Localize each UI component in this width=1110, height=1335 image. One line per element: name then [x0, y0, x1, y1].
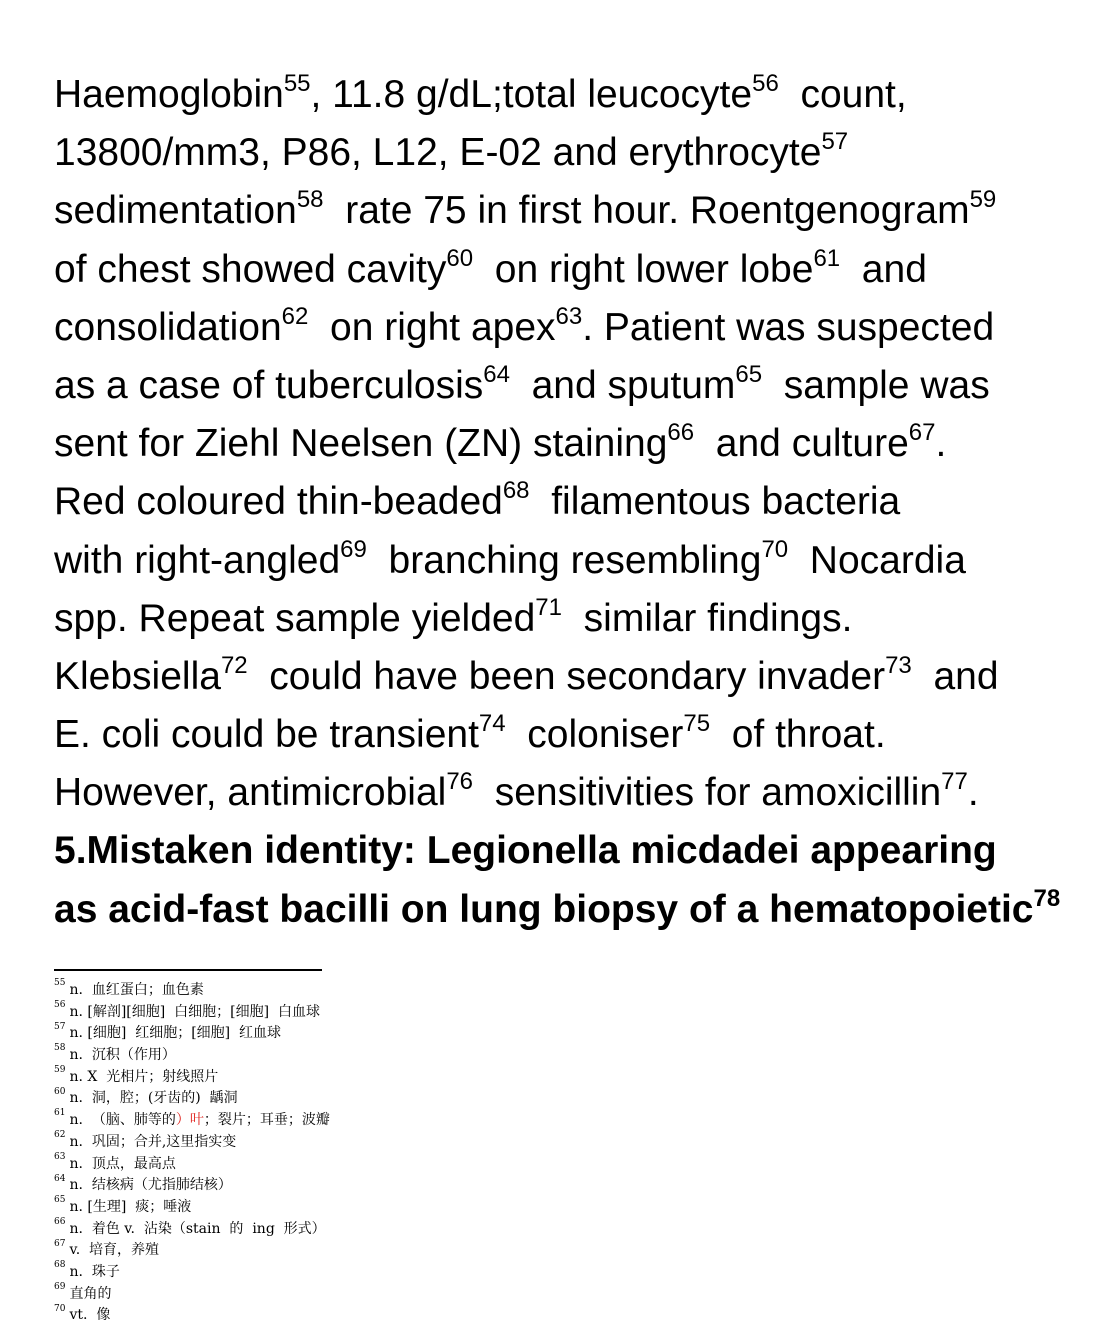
paragraph-line [54, 532, 1074, 590]
paragraph-line [54, 648, 1074, 706]
footnote [54, 1281, 1054, 1306]
text-run: on right apex [308, 305, 556, 349]
footnote-ref: 62 [281, 302, 309, 330]
text-run: as acid-fast bacilli on lung biopsy of a hematopoietic [54, 887, 1034, 931]
footnote-ref: 56 [54, 1000, 66, 1011]
footnote-ref: 75 [683, 710, 711, 738]
text-run: n. [生理] 痰；唾液 [69, 1198, 192, 1215]
paragraph-line [54, 66, 1074, 124]
paragraph-line [54, 241, 1074, 299]
highlighted-text: ）叶 [175, 1112, 204, 1129]
section-heading-line [54, 822, 1074, 880]
footnote [54, 1262, 1054, 1284]
footnote [54, 1216, 1054, 1241]
footnote-ref: 74 [478, 710, 506, 738]
footnote-ref: 68 [502, 477, 530, 505]
footnote [54, 1240, 1054, 1262]
footnote-ref: 69 [340, 535, 367, 563]
footnote-ref: 65 [735, 360, 763, 388]
paragraph-line [54, 473, 1074, 531]
text-run: with right‑angled [54, 538, 341, 582]
footnote-ref: 64 [54, 1173, 66, 1184]
footnote-ref: 76 [446, 768, 474, 796]
text-run: , 11.8 g/dL;total leucocyte [310, 73, 753, 116]
text-run: n. 顶点，最高点 [69, 1155, 176, 1172]
footnote-ref: 70 [54, 1303, 66, 1314]
text-run: and sputum [509, 363, 736, 407]
text-run: 5.Mistaken identity: Legionella micdadei appearing [54, 829, 997, 873]
footnote-ref: 55 [54, 978, 66, 989]
text-run: . Patient was suspected [582, 305, 995, 349]
paragraph-line [54, 124, 1074, 182]
text-run: similar findings. [562, 596, 853, 640]
paragraph-line [54, 415, 1074, 473]
text-run: rate 75 in first hour. Roentgenogram [323, 189, 970, 233]
text-run: sensitivities for amoxicillin [473, 771, 942, 815]
text-run: v. 培育，养殖 [69, 1242, 160, 1259]
footnote-ref: 61 [813, 244, 841, 272]
text-run: n. 血红蛋白；血色素 [69, 982, 204, 998]
footnote [54, 1002, 1054, 1024]
footnote-ref: 61 [54, 1108, 66, 1119]
text-run: Red coloured thin‑beaded [54, 480, 503, 524]
text-run: as a case of tuberculosis [54, 363, 484, 407]
footnote [54, 1067, 1054, 1089]
footnote [54, 1151, 1054, 1176]
footnote-ref: 68 [54, 1260, 66, 1271]
text-run: E. coli could be transient [54, 713, 479, 757]
text-run: on right lower lobe [473, 247, 814, 291]
footnote-ref: 73 [885, 651, 912, 679]
footnote-ref: 56 [752, 70, 779, 97]
paragraph-line [54, 357, 1074, 415]
footnote [54, 980, 1054, 1002]
paragraph-line [54, 764, 1074, 822]
text-run: and culture [694, 422, 909, 466]
text-run: Klebsiella [54, 654, 221, 698]
footnote-ref: 57 [821, 128, 849, 156]
text-run: sedimentation [54, 189, 297, 233]
text-run: n. [解剖][细胞] 白细胞；[细胞] 白血球 [69, 1003, 320, 1020]
paragraph-line [54, 706, 1074, 764]
footnote-ref: 59 [969, 186, 997, 214]
text-run: n. X 光相片；射线照片 [69, 1068, 219, 1085]
paragraph-line [54, 299, 1074, 357]
footnote [54, 1175, 1054, 1197]
text-run: sent for Ziehl Neelsen (ZN) staining [54, 422, 668, 466]
footnote-ref: 59 [54, 1065, 66, 1076]
text-run: Nocardia [788, 538, 966, 582]
footnote [54, 1088, 1054, 1110]
text-run: filamentous bacteria [529, 480, 901, 524]
footnote [54, 1305, 1054, 1327]
text-run: sample was [762, 363, 990, 407]
footnote-ref: 63 [555, 302, 583, 330]
footnote-ref: 67 [908, 419, 936, 447]
footnote-ref: 69 [54, 1281, 66, 1292]
footnote-ref: 55 [283, 70, 311, 97]
text-run: branching resembling [366, 538, 762, 582]
footnote-ref: 63 [54, 1151, 66, 1162]
text-run: n. 巩固；合并,这里指实变 [69, 1133, 237, 1150]
footnote-ref: 65 [54, 1195, 66, 1206]
text-run: . [967, 771, 979, 815]
text-run: However, antimicrobial [54, 771, 447, 815]
footnote-ref: 72 [220, 651, 248, 679]
footnote-ref: 58 [296, 186, 324, 214]
footnote-ref: 58 [54, 1043, 66, 1054]
text-run: n. （脑、肺等的 [69, 1112, 176, 1129]
text-run: and [840, 247, 927, 291]
footnotes [54, 980, 1054, 1327]
text-run: Haemoglobin [54, 73, 284, 116]
footnote-ref: 70 [761, 535, 789, 563]
footnote [54, 1023, 1054, 1045]
footnote-ref: 78 [1033, 884, 1061, 912]
text-run: n. [细胞] 红细胞；[细胞] 红血球 [69, 1025, 282, 1042]
footnote-ref: 62 [54, 1130, 66, 1141]
text-run: n. 着色 v. 沾染（stain 的 ing 形式） [69, 1220, 326, 1237]
section-heading-line [54, 881, 1074, 939]
footnote-ref: 60 [446, 244, 474, 272]
paragraph-line [54, 182, 1074, 240]
text-run: n. 洞，腔；(牙齿的) 龋洞 [69, 1090, 238, 1107]
text-run: n. 结核病（尤指肺结核） [69, 1177, 232, 1194]
footnote [54, 1045, 1054, 1067]
footnote-ref: 67 [54, 1238, 66, 1249]
footnote [54, 1110, 1054, 1132]
footnote-ref: 66 [667, 419, 695, 447]
text-run: count, [778, 73, 907, 116]
text-run: consolidation [54, 305, 282, 349]
footnote-ref: 77 [941, 768, 968, 796]
text-run: 13800/mm3, P86, L12, E‑02 and erythrocyte [54, 131, 822, 175]
text-run: spp. Repeat sample yielded [54, 596, 536, 640]
body-text [54, 66, 1074, 939]
footnote-ref: 60 [54, 1086, 66, 1097]
footnote-ref: 71 [535, 593, 562, 621]
footnote-ref: 66 [54, 1216, 66, 1227]
text-run: n. 沉积（作用） [69, 1047, 176, 1064]
text-run: n. 珠子 [69, 1263, 120, 1280]
text-run: 直角的 [69, 1285, 112, 1302]
footnote-separator [54, 969, 322, 971]
text-run: could have been secondary invader [247, 654, 886, 698]
text-run: . [935, 422, 947, 466]
text-run: of chest showed cavity [54, 247, 447, 291]
paragraph-line [54, 590, 1074, 648]
footnote-ref: 64 [483, 360, 510, 388]
footnote-ref: 57 [54, 1021, 66, 1032]
text-run: vt. 像 [69, 1307, 111, 1324]
text-run: of throat. [710, 713, 886, 757]
text-run: coloniser [505, 713, 684, 757]
footnote [54, 1197, 1054, 1219]
text-run: and [911, 654, 999, 698]
footnote [54, 1132, 1054, 1154]
text-run: ；裂片；耳垂；波瓣 [203, 1112, 330, 1129]
